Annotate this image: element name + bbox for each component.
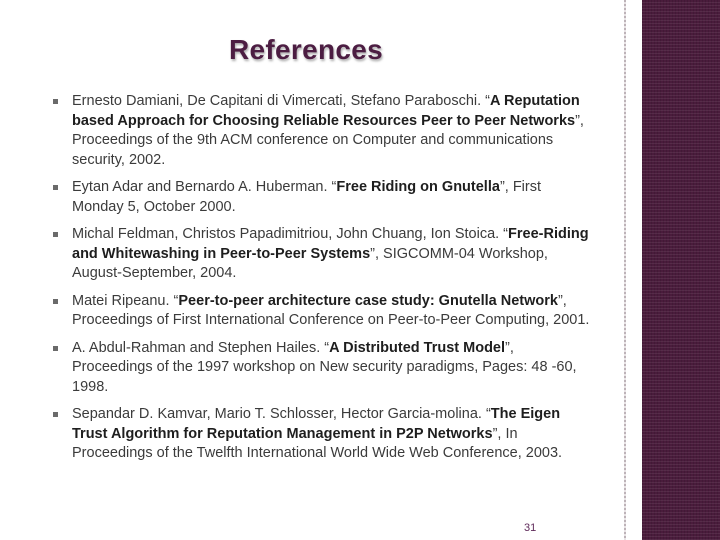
reference-source: ”, In Proceedings of the Twelfth International World Wide Web Conference, 2003. bbox=[72, 425, 563, 461]
reference-title: The Eigen Trust Algorithm for Reputation Management in P2P Networks bbox=[72, 406, 561, 442]
reference-title: Peer-to-peer architecture case study: Gnutella Network bbox=[178, 292, 558, 309]
reference-item bbox=[52, 178, 592, 217]
reference-item bbox=[52, 339, 592, 398]
reference-source: ”, Proceedings of the 1997 workshop on New security paradigms, Pages: 48 -60, 1998. bbox=[72, 339, 577, 395]
square-bullet-icon bbox=[53, 412, 58, 417]
reference-source: ”, First Monday 5, October 2000. bbox=[72, 179, 542, 215]
reference-title: Free Riding on Gnutella bbox=[336, 179, 500, 195]
reference-authors: A. Abdul-Rahman and Stephen Hailes. “ bbox=[72, 339, 330, 356]
panel-divider bbox=[624, 0, 626, 540]
square-bullet-icon bbox=[53, 346, 58, 351]
reference-list bbox=[52, 92, 592, 472]
reference-source: ”, SIGCOMM-04 Workshop, August-September, 2004. bbox=[72, 245, 548, 281]
reference-item bbox=[52, 92, 592, 170]
square-bullet-icon bbox=[53, 232, 58, 237]
decorative-side-panel bbox=[642, 0, 720, 540]
reference-authors: Matei Ripeanu. “ bbox=[72, 292, 179, 309]
slide-title: References bbox=[229, 34, 383, 65]
reference-authors: Sepandar D. Kamvar, Mario T. Schlosser, Hector Garcia-molina. “ bbox=[72, 406, 491, 422]
reference-title: A Distributed Trust Model bbox=[329, 339, 506, 356]
reference-source: ”, Proceedings of First International Conference on Peer-to-Peer Computing, 2001. bbox=[72, 292, 590, 328]
reference-authors: Eytan Adar and Bernardo A. Huberman. “ bbox=[72, 179, 337, 195]
square-bullet-icon bbox=[53, 99, 58, 104]
reference-authors: Michal Feldman, Christos Papadimitriou, John Chuang, Ion Stoica. “ bbox=[72, 226, 509, 242]
square-bullet-icon bbox=[53, 185, 58, 190]
reference-item bbox=[52, 225, 592, 284]
reference-source: ”, Proceedings of the 9th ACM conference on Computer and communications security, 2002. bbox=[72, 112, 584, 168]
page-number: 31 bbox=[524, 522, 537, 534]
reference-title: Free-Riding and Whitewashing in Peer-to-Peer Systems bbox=[72, 226, 589, 262]
reference-item bbox=[52, 292, 592, 331]
reference-authors: Ernesto Damiani, De Capitani di Vimercati, Stefano Paraboschi. “ bbox=[72, 93, 491, 109]
reference-title: A Reputation based Approach for Choosing Reliable Resources Peer to Peer Networks bbox=[72, 93, 580, 129]
reference-item bbox=[52, 405, 592, 464]
square-bullet-icon bbox=[53, 299, 58, 304]
